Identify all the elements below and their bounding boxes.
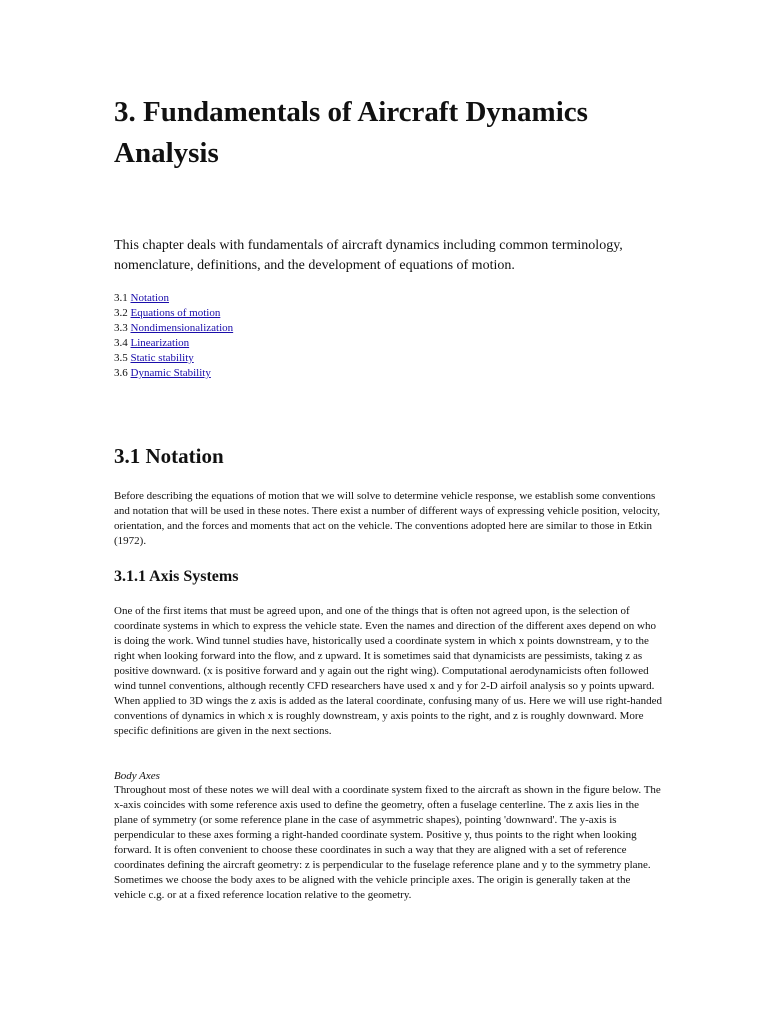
toc-number: 3.6 (114, 367, 128, 379)
table-of-contents (114, 291, 514, 381)
toc-link-dynamic-stability[interactable]: Dynamic Stability (130, 367, 211, 379)
toc-item-equations-of-motion (114, 306, 514, 321)
toc-item-static-stability (114, 351, 514, 366)
section-heading-axis-systems: 3.1.1 Axis Systems (114, 568, 239, 585)
toc-item-notation (114, 291, 514, 306)
notation-paragraph: Before describing the equations of motion that we will solve to determine vehicle response, we establish some conventions and notation that will be used in these notes. There exist a number of different ways of expressing vehicle position, velocity, orientation, and the forces and moments that act on the vehicle. The conventions adopted here are similar to those in Etkin (1972). (114, 490, 660, 547)
toc-number: 3.5 (114, 352, 128, 364)
chapter-title: 3. Fundamentals of Aircraft Dynamics Analysis (114, 96, 588, 169)
body-axes-paragraph: Throughout most of these notes we will deal with a coordinate system fixed to the aircraft as shown in the figure below. The x-axis coincides with some reference axis used to define the geometry, often a fuselage centerline. The z axis lies in the plane of symmetry (or some reference plane in the case of asymmetric shapes), pointing 'downward'. The y-axis is perpendicular to these axes forming a right-handed coordinate system. Positive y, thus points to the right when looking forward. It is often convenient to choose these coordinates in such a way that they are aligned with a set of reference coordinates defining the aircraft geometry: z is perpendicular to the fuselage reference plane and y to the symmetry plane. Sometimes we choose the body axes to be aligned with the vehicle principle axes. The origin is generally taken at the vehicle c.g. or at a fixed reference location relative to the geometry. (114, 784, 661, 901)
toc-number: 3.4 (114, 337, 128, 349)
toc-link-notation[interactable]: Notation (130, 292, 169, 304)
toc-item-nondimensionalization (114, 321, 514, 336)
chapter-intro: This chapter deals with fundamentals of aircraft dynamics including common terminology, nomenclature, definitions, and the development of equations of motion. (114, 238, 623, 273)
toc-link-equations-of-motion[interactable]: Equations of motion (130, 307, 221, 319)
toc-number: 3.1 (114, 292, 128, 304)
toc-number: 3.2 (114, 307, 128, 319)
body-axes-heading: Body Axes (114, 770, 160, 782)
toc-item-linearization (114, 336, 514, 351)
toc-link-nondimensionalization[interactable]: Nondimensionalization (130, 322, 234, 334)
toc-item-dynamic-stability (114, 366, 514, 381)
axis-systems-paragraph: One of the first items that must be agreed upon, and one of the things that is often not agreed upon, is the selection of coordinate systems in which to express the vehicle state. Even the names and direction of the different axes depend on who is doing the work. Wind tunnel studies have, historically used a coordinate system in which x points downstream, y to the right when looking forward into the flow, and z upward. It is sometimes said that dynamicists are pessimists, taking z as positive downward. (x is positive forward and y again out the right wing). Computational aerodynamicists often followed wind tunnel conventions, although recently CFD researchers have used x and y for 2-D airfoil analysis so y points upward. When applied to 3D wings the z axis is added as the lateral coordinate, confusing many of us. Here we will use right-handed conventions of dynamics in which x is roughly downstream, y axis points to the right, and z is roughly downward. More specific definitions are given in the next sections. (114, 605, 663, 737)
toc-number: 3.3 (114, 322, 128, 334)
toc-link-static-stability[interactable]: Static stability (130, 352, 194, 364)
section-heading-notation: 3.1 Notation (114, 444, 224, 468)
toc-link-linearization[interactable]: Linearization (130, 337, 190, 349)
